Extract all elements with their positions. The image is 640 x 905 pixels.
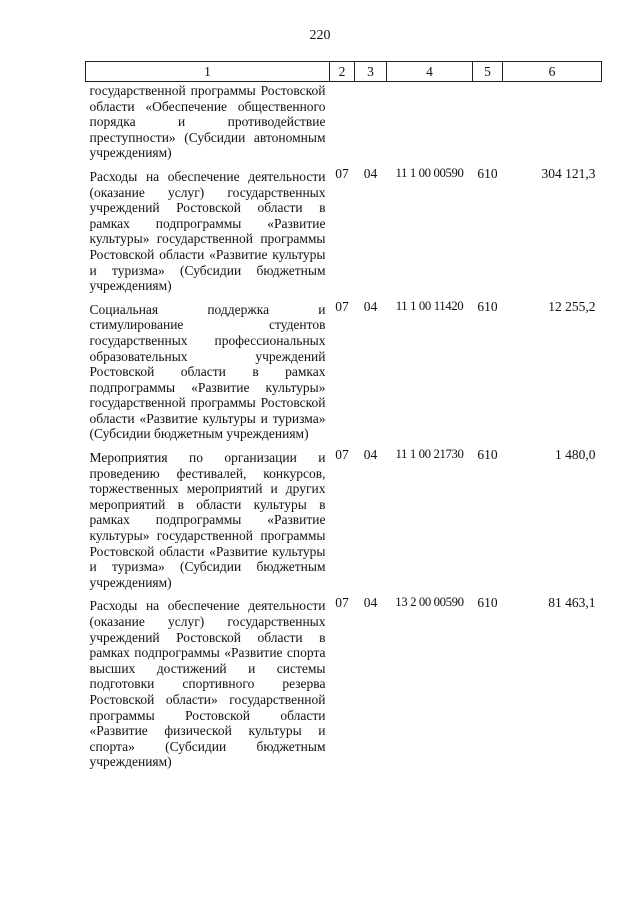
row-subsection xyxy=(355,82,387,165)
row-amount: 81 463,1 xyxy=(548,595,596,611)
row-description: государственной программы Ростовской области «Обеспечение общественного порядка и противодействие преступности» (Субсидии автономным учреждениям) xyxy=(89,83,326,161)
row-subsection: 04 xyxy=(363,595,378,611)
table-row xyxy=(86,82,602,165)
row-section: 07 xyxy=(335,447,349,463)
header-col-5: 5 xyxy=(473,62,503,82)
header-col-6: 6 xyxy=(503,62,602,82)
row-target-article: 13 2 00 00590 xyxy=(395,595,464,610)
table-header xyxy=(86,62,602,82)
row-description: Социальная поддержка и стимулирование студентов государственных профессиональных образовательных учреждений Ростовской области в рамках подпрограммы «Развитие культуры» государственной программы Ростовской области «Развитие культуры и туризма» (Субсидии бюджетным учреждениям) xyxy=(89,301,326,442)
row-expense-type: 610 xyxy=(477,595,498,611)
row-target-article xyxy=(387,82,473,165)
row-section: 07 xyxy=(335,298,349,314)
row-subsection: 04 xyxy=(363,298,378,314)
table-row xyxy=(86,165,602,298)
header-col-4: 4 xyxy=(387,62,473,82)
row-expense-type: 610 xyxy=(477,298,498,314)
header-col-2: 2 xyxy=(330,62,355,82)
row-expense-type xyxy=(473,82,503,165)
row-description: Мероприятия по организации и проведению фестивалей, конкурсов, торжественных мероприятий и других мероприятий в области культуры в рамках подпрограммы «Развитие культуры» государственной программы Ростовской области «Развитие культуры и туризма» (Субсидии бюджетным учреждениям) xyxy=(89,450,326,590)
row-section: 07 xyxy=(335,595,349,611)
header-col-3: 3 xyxy=(355,62,387,82)
table-row xyxy=(86,446,602,594)
table-body xyxy=(86,82,602,774)
row-target-article: 11 1 00 00590 xyxy=(395,165,464,180)
row-expense-type: 610 xyxy=(477,447,498,463)
row-section: 07 xyxy=(335,165,349,181)
header-row xyxy=(86,62,602,82)
row-section xyxy=(330,82,355,165)
row-description: Расходы на обеспечение деятельности (оказание услуг) государственных учреждений Ростовской области в рамках подпрограммы «Развитие спорта высших достижений и системы подготовки спортивного резерва Ростовской области» государственной программы Ростовской области «Развитие физической культуры и спорта» (Субсидии бюджетным учреждениям) xyxy=(89,598,326,770)
table-row xyxy=(86,594,602,774)
row-subsection: 04 xyxy=(363,447,378,463)
page-number: 220 xyxy=(309,28,331,43)
row-amount: 12 255,2 xyxy=(548,298,596,314)
header-col-1: 1 xyxy=(86,62,330,82)
row-description: Расходы на обеспечение деятельности (оказание услуг) государственных учреждений Ростовской области в рамках подпрограммы «Развитие культуры» государственной программы Ростовской области «Развитие культуры и туризма» (Субсидии бюджетным учреждениям) xyxy=(89,168,326,294)
table-row xyxy=(86,298,602,446)
row-target-article: 11 1 00 21730 xyxy=(395,447,464,462)
row-amount xyxy=(503,82,602,165)
row-expense-type: 610 xyxy=(477,165,498,181)
row-target-article: 11 1 00 11420 xyxy=(395,298,464,313)
row-amount: 304 121,3 xyxy=(541,165,596,181)
row-amount: 1 480,0 xyxy=(555,447,596,463)
row-subsection: 04 xyxy=(363,165,378,181)
budget-table xyxy=(85,61,602,774)
